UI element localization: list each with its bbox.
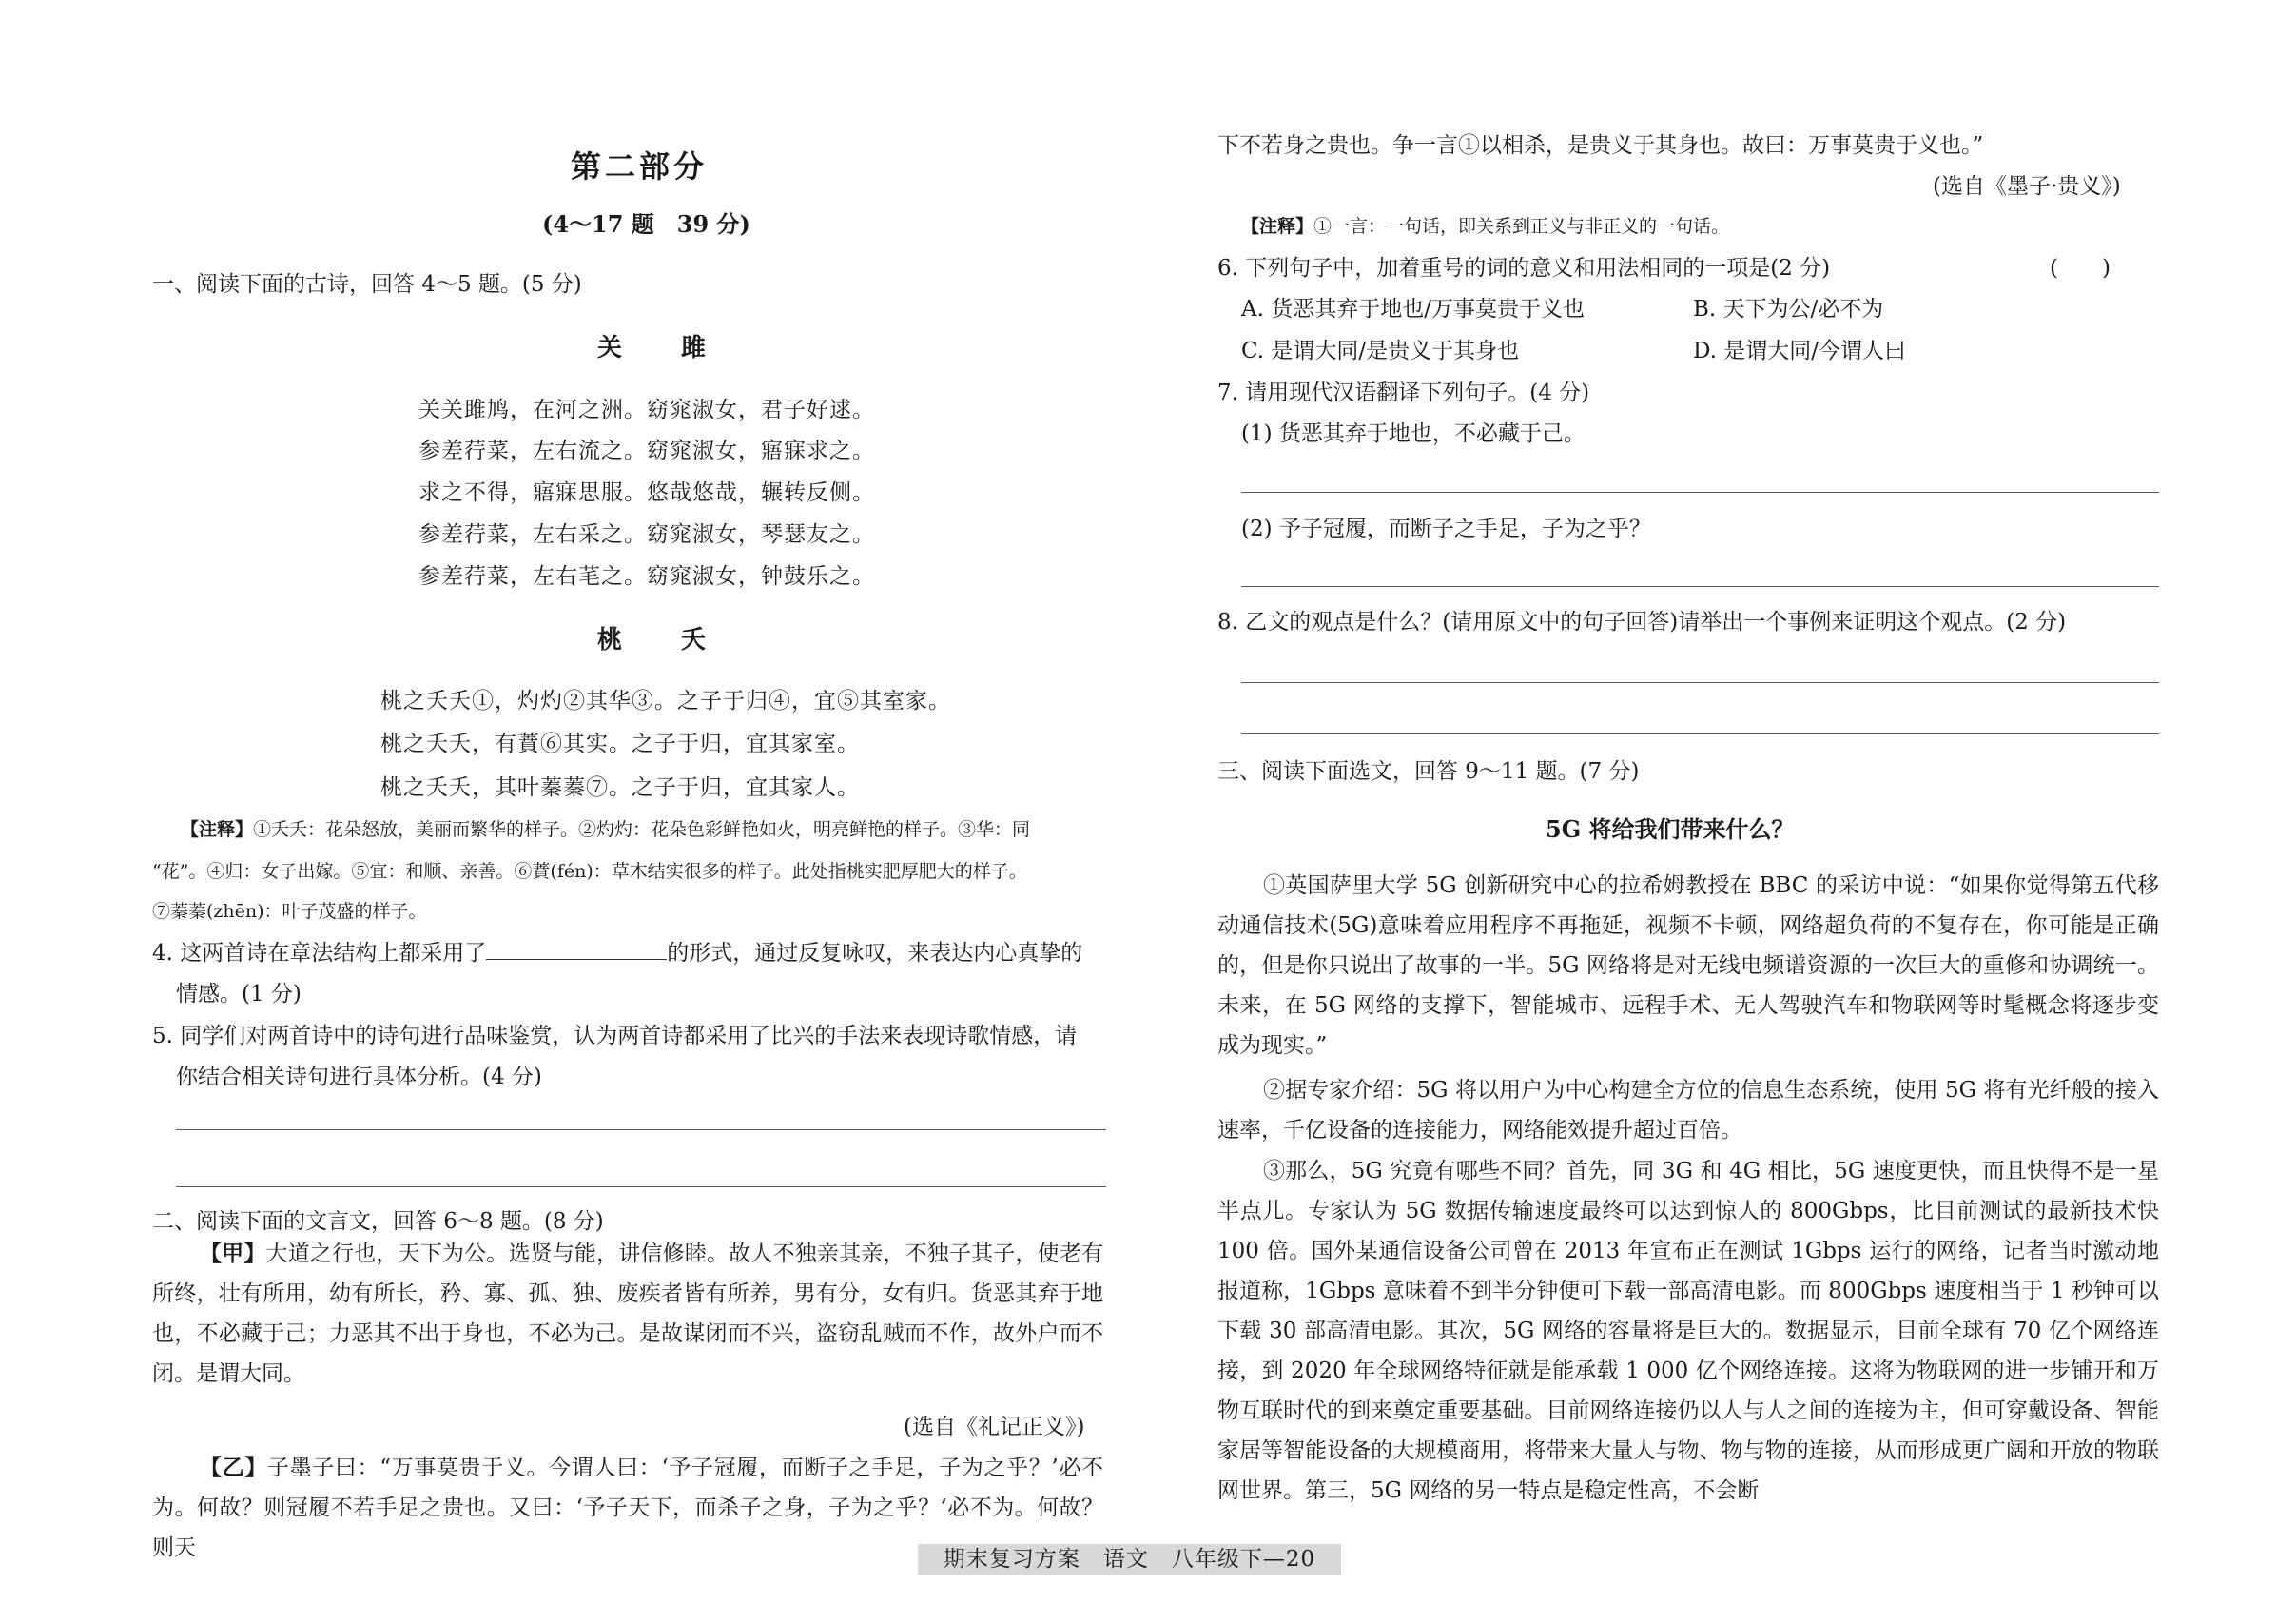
answer-line[interactable]: [1241, 682, 2159, 683]
question-6-answer-box[interactable]: ( ): [2050, 256, 2111, 281]
note-text: ①一言：一句话，即关系到正义与非正义的一句话。: [1313, 216, 1730, 237]
question-4-cont: 情感。(1 分): [176, 982, 302, 1007]
answer-line[interactable]: [1241, 586, 2159, 587]
question-7-1: (1) 货恶其弃于地也，不必藏于己。: [1241, 421, 1586, 446]
question-4: [152, 935, 1082, 967]
option-b[interactable]: B. 天下为公/必不为: [1693, 297, 1884, 322]
passage-jia-source: (选自《礼记正义》): [904, 1415, 1085, 1439]
note-line: [1241, 212, 1729, 238]
article-paragraph-3: ③那么，5G 究竟有哪些不同？首先，同 3G 和 4G 相比，5G 速度更快，而且快得不是一星半点儿。专家认为 5G 数据传输速度最终可以达到惊人的 800Gbps，比目前测试的最新技术快 100 倍。国外某通信设备公司曾在 2013 年宣布正在测试 1Gbps 运行的网络，记者当时激动地报道称，1Gbps 意味着不到半分钟便可下载一部高清电影。而 800Gbps 速度相当于 1 秒钟可以下载 30 部高清电影。其次，5G 网络的容量将是巨大的。数据显示，目前全球有 70 亿个网络连接，到 2020 年全球网络特征就是能承载 1 000 亿个网络连接。这将为物联网的进一步铺开和万物互联时代的到来奠定重要基础。目前网络连接仍以人与人之间的连接为主，但可穿戴设备、智能家居等智能设备的大规模商用，将带来大量人与物、物与物的连接，从而形成更广阔和开放的物联网世界。第三，5G 网络的另一特点是稳定性高，不会断: [1217, 1159, 2159, 1503]
question-8: 8. 乙文的观点是什么？(请用原文中的句子回答)请举出一个事例来证明这个观点。(2 分): [1217, 610, 2067, 635]
part-title: 第二部分: [571, 148, 709, 185]
passage-yi-source: (选自《墨子·贵义》): [1933, 174, 2121, 199]
passage-yi-text: 子墨子曰：“万事莫贵于义。今谓人曰：‘予子冠履，而断子之手足，子为之乎？’必不为。何故？则冠履不若手足之贵也。又曰：‘予子天下，而杀子之身，子为之乎？’必不为。何故？则天: [152, 1456, 1103, 1560]
poem-1-title: 关 雎: [597, 334, 724, 362]
section-2-heading: 二、阅读下面的文言文，回答 6～8 题。(8 分): [152, 1209, 604, 1234]
question-4-part-a: 4. 这两首诗在章法结构上都采用了: [152, 941, 487, 966]
note-line: “花”。④归：女子出嫁。⑤宜：和顺、亲善。⑥蕡(fén)：草木结实很多的样子。此处指桃实肥厚肥大的样子。: [152, 861, 1027, 882]
poem-1-line: 求之不得，寤寐思服。悠哉悠哉，辗转反侧。: [418, 480, 875, 505]
poem-1-line: 参差荇菜，左右芼之。窈窕淑女，钟鼓乐之。: [418, 564, 875, 589]
question-6: 6. 下列句子中，加着重号的词的意义和用法相同的一项是(2 分): [1217, 256, 1831, 281]
option-d[interactable]: D. 是谓大同/今谓人曰: [1693, 339, 1906, 363]
article-paragraph-1: ①英国萨里大学 5G 创新研究中心的拉希姆教授在 BBC 的采访中说：“如果你觉得第五代移动通信技术(5G)意味着应用程序不再拖延，视频不卡顿，网络超负荷的不复存在，你可能是正确的，但是你只说出了故事的一半。5G 网络将是对无线电频谱资源的一次巨大的重修和协调统一。未来，在 5G 网络的支撑下，智能城市、远程手术、无人驾驶汽车和物联网等时髦概念将逐步变成为现实。”: [1217, 873, 2159, 1058]
note-label: 【注释】: [1241, 216, 1314, 237]
question-7: 7. 请用现代汉语翻译下列句子。(4 分): [1217, 381, 1590, 405]
section-1-heading: 一、阅读下面的古诗，回答 4～5 题。(5 分): [152, 272, 582, 297]
note-label: 【注释】: [181, 819, 254, 840]
question-4-part-b: 的形式，通过反复咏叹，来表达内心真挚的: [667, 941, 1083, 966]
passage-yi-continued: 下不若身之贵也。争一言①以相杀，是贵义于其身也。故曰：万事莫贵于义也。”: [1217, 133, 1984, 158]
passage-jia: [152, 1234, 1103, 1394]
question-5: 5. 同学们对两首诗中的诗句进行品味鉴赏，认为两首诗都采用了比兴的手法来表现诗歌情感，请: [152, 1024, 1078, 1048]
article-title: 5G 将给我们带来什么？: [1546, 815, 1795, 843]
option-a[interactable]: A. 货恶其弃于地也/万事莫贵于义也: [1241, 297, 1585, 322]
poem-1-line: 参差荇菜，左右流之。窈窕淑女，寤寐求之。: [418, 439, 875, 463]
poem-1-line: 参差荇菜，左右采之。窈窕淑女，琴瑟友之。: [418, 522, 875, 547]
poem-2-line: 桃之夭夭，有蕡⑥其实。之子于归，宜其家室。: [380, 732, 860, 756]
question-5-cont: 你结合相关诗句进行具体分析。(4 分): [176, 1065, 542, 1089]
part-range: (4～17 题 39 分): [542, 210, 750, 238]
answer-blank[interactable]: [486, 940, 667, 960]
poem-2-line: 桃之夭夭①，灼灼②其华③。之子于归④，宜⑤其室家。: [380, 689, 951, 714]
note-text: ①夭夭：花朵怒放，美丽而繁华的样子。②灼灼：花朵色彩鲜艳如火，明亮鲜艳的样子。③华：同: [253, 819, 1031, 840]
passage-yi-label: 【乙】: [200, 1455, 267, 1480]
page-footer: 期末复习方案 语文 八年级下—20: [918, 1544, 1341, 1575]
answer-line[interactable]: [176, 1129, 1106, 1130]
poem-1-line: 关关雎鸠，在河之洲。窈窕淑女，君子好逑。: [418, 398, 875, 422]
passage-jia-label: 【甲】: [200, 1241, 266, 1266]
question-7-2: (2) 予子冠履，而断子之手足，子为之乎？: [1241, 517, 1651, 541]
article-paragraph-2: ②据专家介绍：5G 将以用户为中心构建全方位的信息生态系统，使用 5G 将有光纤般的接入速率，千亿设备的连接能力，网络能效提升超过百倍。: [1217, 1078, 2159, 1143]
option-c[interactable]: C. 是谓大同/是贵义于其身也: [1241, 339, 1520, 363]
passage-jia-text: 大道之行也，天下为公。选贤与能，讲信修睦。故人不独亲其亲，不独子其子，使老有所终，壮有所用，幼有所长，矜、寡、孤、独、废疾者皆有所养，男有分，女有归。货恶其弃于地也，不必藏于己；力恶其不出于身也，不必为己。是故谋闭而不兴，盗窃乱贼而不作，故外户而不闭。是谓大同。: [152, 1242, 1104, 1386]
answer-line[interactable]: [1241, 733, 2159, 734]
poem-2-title: 桃 夭: [597, 626, 724, 655]
poem-2-line: 桃之夭夭，其叶蓁蓁⑦。之子于归，宜其家人。: [380, 775, 860, 800]
note-line: [181, 815, 1030, 841]
section-3-heading: 三、阅读下面选文，回答 9～11 题。(7 分): [1217, 759, 1640, 784]
answer-line[interactable]: [176, 1186, 1106, 1187]
note-line: ⑦蓁蓁(zhēn)：叶子茂盛的样子。: [152, 901, 427, 922]
answer-line[interactable]: [1241, 492, 2159, 493]
